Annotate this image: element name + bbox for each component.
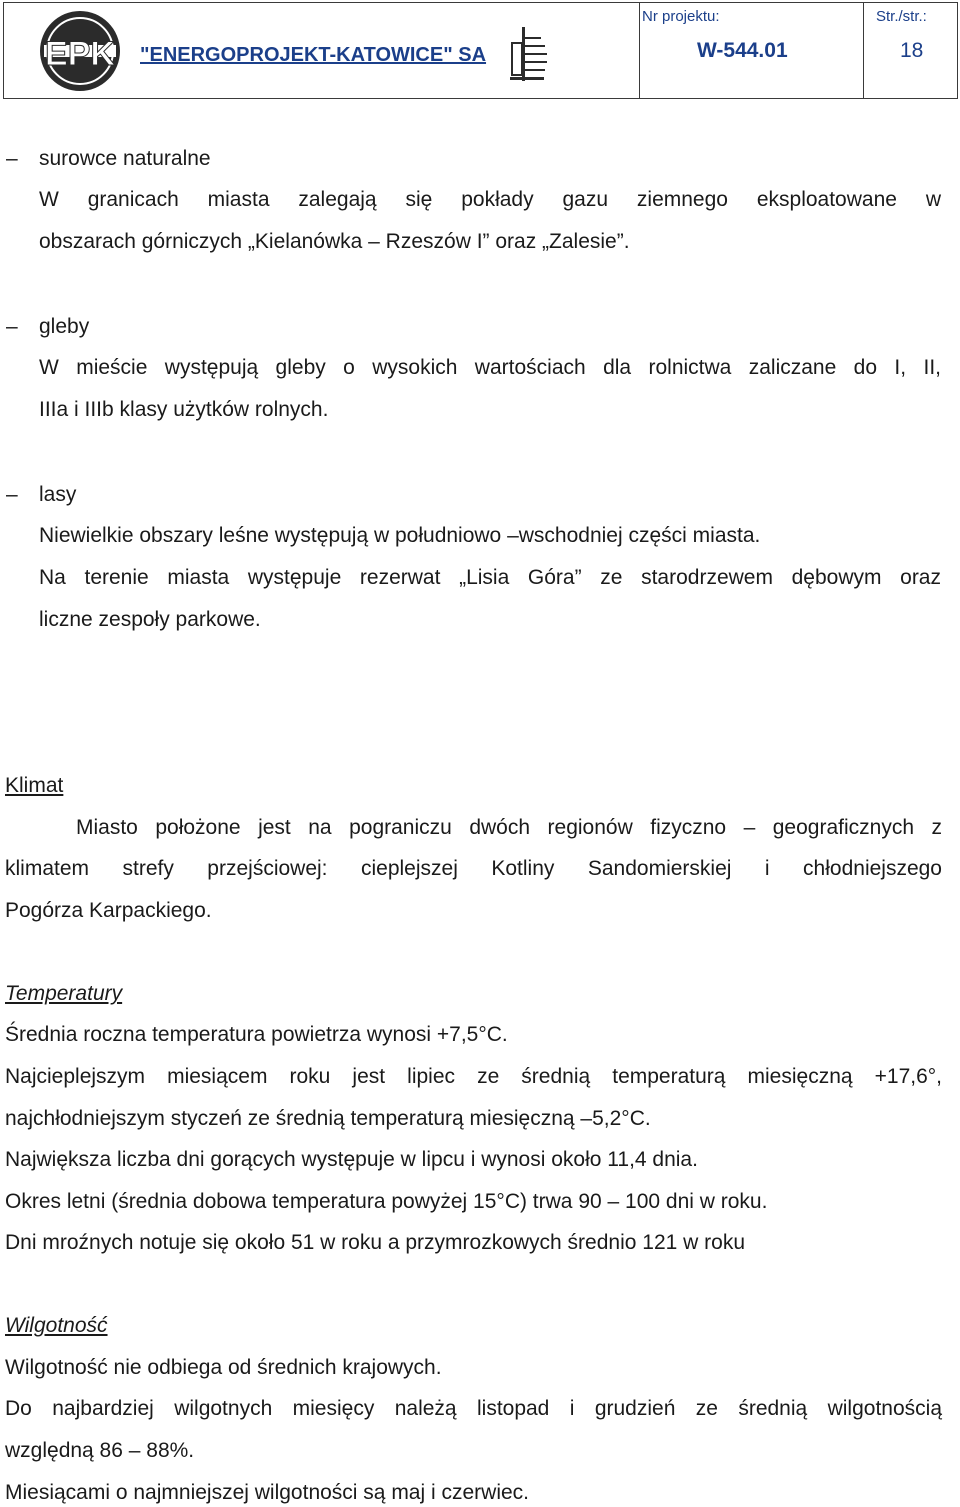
paragraph-line: Pogórza Karpackiego. bbox=[5, 899, 212, 922]
list-item-title: gleby bbox=[39, 315, 90, 338]
project-label: Nr projektu: bbox=[642, 8, 720, 25]
list-dash: – bbox=[6, 147, 18, 170]
list-item-title: surowce naturalne bbox=[39, 147, 211, 170]
paragraph-line: Średnia roczna temperatura powietrza wynosi +7,5°C. bbox=[5, 1023, 508, 1046]
company-name: "ENERGOPROJEKT-KATOWICE" SA bbox=[140, 44, 487, 66]
paragraph-line: Wilgotność nie odbiega od średnich krajowych. bbox=[5, 1356, 442, 1379]
paragraph-line: Największa liczba dni gorących występuje w lipcu i wynosi około 11,4 dnia. bbox=[5, 1148, 698, 1171]
paragraph-line: W granicach miasta zalegają się pokłady gazu ziemnego eksploatowane w bbox=[39, 188, 941, 211]
paragraph-line: Miasto położone jest na pograniczu dwóch regionów fizyczno – geograficznych z bbox=[76, 816, 942, 839]
paragraph-line: W mieście występują gleby o wysokich wartościach dla rolnictwa zaliczane do I, II, bbox=[39, 356, 941, 379]
paragraph-line: klimatem strefy przejściowej: cieplejszej Kotliny Sandomierskiej i chłodniejszego bbox=[5, 857, 942, 880]
paragraph-line: IIIa i IIIb klasy użytków rolnych. bbox=[39, 398, 329, 421]
page-number: 18 bbox=[900, 39, 924, 62]
section-heading-klimat: Klimat bbox=[5, 774, 64, 797]
section-heading-wilgotnosc: Wilgotność bbox=[5, 1314, 108, 1337]
list-item-title: lasy bbox=[39, 483, 77, 506]
paragraph-line: Do najbardziej wilgotnych miesięcy należą listopad i grudzień ze średnią wilgotnością bbox=[5, 1397, 942, 1420]
paragraph-line: Najcieplejszym miesiącem roku jest lipiec ze średnią temperaturą miesięczną +17,6°, bbox=[5, 1065, 942, 1088]
paragraph-line: Okres letni (średnia dobowa temperatura powyżej 15°C) trwa 90 – 100 dni w roku. bbox=[5, 1190, 768, 1213]
project-number: W-544.01 bbox=[697, 39, 788, 62]
paragraph-line: względną 86 – 88%. bbox=[5, 1439, 195, 1462]
paragraph-line: obszarach górniczych „Kielanówka – Rzeszów I” oraz „Zalesie”. bbox=[39, 230, 630, 253]
list-dash: – bbox=[6, 483, 18, 506]
svg-text:EPK: EPK bbox=[45, 35, 115, 73]
paragraph-line: Na terenie miasta występuje rezerwat „Lisia Góra” ze starodrzewem dębowym oraz bbox=[39, 566, 941, 589]
section-heading-temperatury: Temperatury bbox=[5, 982, 123, 1005]
page-label: Str./str.: bbox=[876, 8, 927, 25]
list-dash: – bbox=[6, 315, 18, 338]
paragraph-line: Miesiącami o najmniejszej wilgotności są maj i czerwiec. bbox=[5, 1481, 530, 1504]
paragraph-line: najchłodniejszym styczeń ze średnią temperaturą miesięczną –5,2°C. bbox=[5, 1107, 651, 1130]
paragraph-line: Niewielkie obszary leśne występują w południowo –wschodniej części miasta. bbox=[39, 524, 761, 547]
paragraph-line: liczne zespoły parkowe. bbox=[39, 608, 261, 631]
paragraph-line: Dni mroźnych notuje się około 51 w roku a przymrozkowych średnio 121 w roku bbox=[5, 1231, 745, 1254]
